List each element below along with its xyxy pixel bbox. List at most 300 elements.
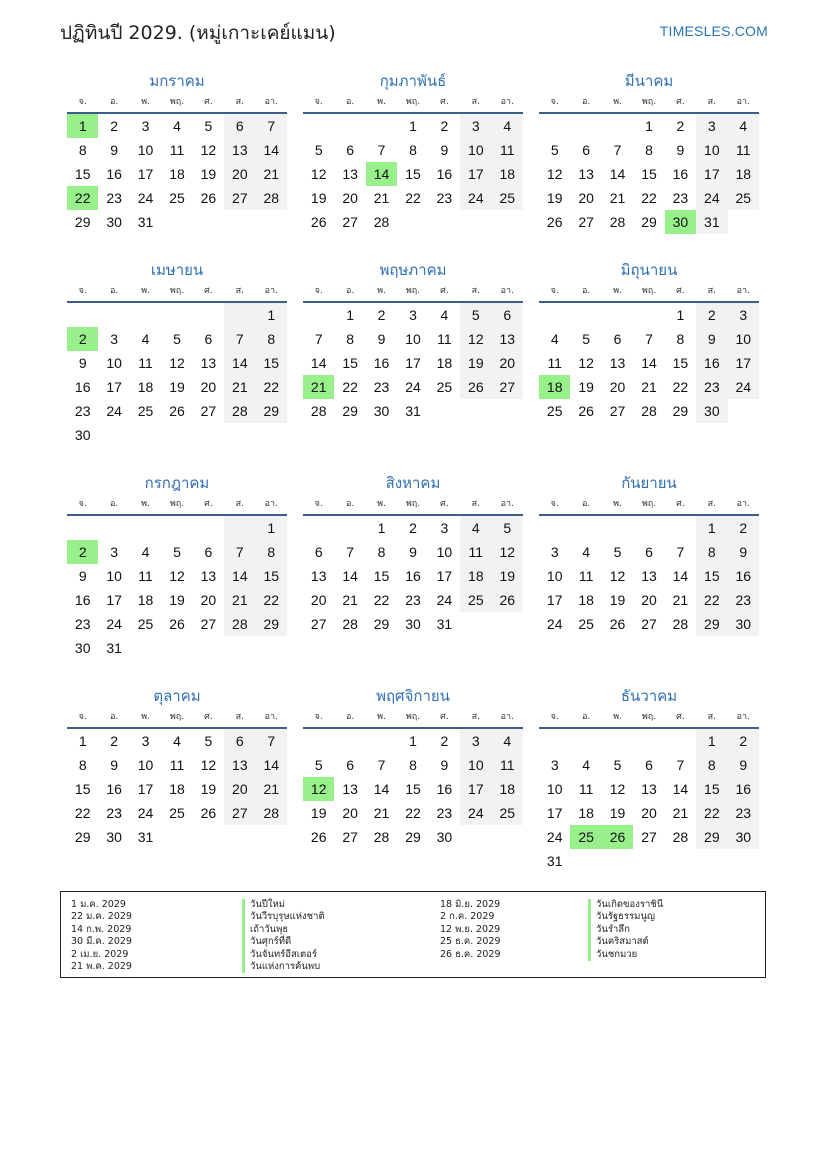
weekday-label: อ.	[581, 97, 591, 107]
holiday-day: 25	[570, 825, 601, 849]
week-row	[67, 375, 287, 399]
day-cell: 19	[169, 379, 185, 395]
weekday-label: ศ.	[204, 712, 213, 722]
empty-day	[492, 825, 523, 849]
day-cell: 28	[256, 186, 287, 210]
day-cell: 8	[256, 327, 287, 351]
day-cell: 29	[74, 214, 91, 230]
weekday-label: พ.	[141, 712, 150, 722]
empty-day	[570, 849, 601, 873]
day-cell: 30	[696, 399, 727, 423]
weekday-label: ส.	[471, 97, 480, 107]
day-cell: 30	[436, 829, 453, 845]
day-cell: 1	[696, 516, 727, 540]
legend-holiday-name: วันปีใหม่	[242, 899, 325, 911]
weekday-label: พ.	[613, 499, 622, 509]
empty-day	[161, 516, 192, 540]
weekday-label: อ.	[581, 499, 591, 509]
week-row	[539, 138, 759, 162]
day-cell: 11	[169, 142, 185, 158]
day-cell: 6	[224, 114, 255, 138]
empty-day	[728, 210, 759, 234]
day-cell: 23	[373, 379, 390, 395]
week-row	[67, 588, 287, 612]
week-row	[539, 753, 759, 777]
empty-day	[602, 516, 633, 540]
day-cell: 1	[346, 307, 355, 323]
day-cell: 13	[609, 355, 626, 371]
day-cell: 9	[409, 544, 417, 560]
day-cell: 6	[224, 729, 255, 753]
day-cell: 20	[310, 592, 327, 608]
day-cell: 10	[137, 757, 154, 773]
day-cell: 15	[672, 355, 689, 371]
empty-day	[492, 612, 523, 636]
month-name: มกราคม	[149, 72, 205, 90]
day-cell: 31	[405, 403, 421, 419]
day-cell: 20	[342, 190, 358, 206]
day-cell: 26	[169, 403, 185, 419]
month-block	[303, 685, 523, 849]
day-cell: 2	[440, 733, 449, 749]
weekday-label: อา.	[264, 97, 278, 107]
day-cell: 16	[405, 568, 421, 584]
day-cell: 13	[342, 166, 358, 182]
legend-dates-right	[440, 899, 501, 961]
month-name: สิงหาคม	[385, 474, 441, 492]
day-cell: 10	[436, 544, 453, 560]
empty-day	[130, 423, 161, 447]
weekday-label: พ.	[141, 97, 150, 107]
day-cell: 15	[696, 777, 727, 801]
day-cell: 8	[346, 331, 355, 347]
weekday-header	[539, 496, 759, 516]
day-cell: 21	[373, 190, 390, 206]
day-cell: 7	[377, 757, 386, 773]
day-cell: 27	[609, 403, 626, 419]
weekday-label: พฤ.	[405, 97, 421, 107]
week-row	[539, 210, 759, 234]
empty-day	[224, 303, 255, 327]
empty-day	[256, 825, 287, 849]
day-cell: 25	[137, 403, 154, 419]
weekday-label: อา.	[736, 97, 750, 107]
weekday-label: พฤ.	[405, 286, 421, 296]
empty-day	[224, 636, 255, 660]
week-row	[67, 636, 287, 660]
weekday-label: พ.	[141, 499, 150, 509]
empty-day	[303, 729, 334, 753]
week-row	[303, 303, 523, 327]
day-cell: 22	[256, 588, 287, 612]
holiday-day: 12	[303, 777, 334, 801]
day-cell: 27	[492, 375, 523, 399]
week-row	[539, 588, 759, 612]
day-cell: 30	[373, 403, 390, 419]
weekday-label: จ.	[550, 286, 559, 296]
legend-date: 26 ธ.ค. 2029	[440, 948, 501, 960]
day-cell: 6	[645, 757, 653, 773]
day-cell: 21	[672, 592, 689, 608]
empty-day	[665, 849, 696, 873]
day-cell: 16	[728, 777, 759, 801]
day-cell: 23	[436, 805, 453, 821]
day-cell: 29	[696, 612, 727, 636]
day-cell: 24	[546, 829, 563, 845]
day-cell: 14	[641, 355, 657, 371]
weekday-header	[303, 283, 523, 303]
day-cell: 16	[74, 379, 91, 395]
month-name: มีนาคม	[624, 72, 674, 90]
week-row	[539, 612, 759, 636]
weekday-label: พฤ.	[405, 499, 421, 509]
day-cell: 27	[224, 801, 255, 825]
day-cell: 21	[373, 805, 390, 821]
day-cell: 19	[609, 805, 626, 821]
weekday-label: จ.	[78, 286, 87, 296]
day-cell: 24	[546, 616, 563, 632]
day-cell: 11	[728, 138, 759, 162]
month-block	[303, 472, 523, 636]
weekday-label: อา.	[736, 286, 750, 296]
weekday-label: ศ.	[204, 286, 213, 296]
day-cell: 7	[314, 331, 323, 347]
weekday-label: อา.	[264, 499, 278, 509]
day-cell: 10	[405, 331, 421, 347]
day-cell: 8	[696, 540, 727, 564]
day-cell: 29	[342, 403, 358, 419]
legend-names-right	[588, 899, 663, 961]
day-cell: 4	[492, 729, 523, 753]
day-cell: 31	[436, 616, 453, 632]
weekday-label: จ.	[78, 97, 87, 107]
empty-day	[539, 303, 570, 327]
day-cell: 12	[609, 568, 626, 584]
day-cell: 30	[106, 829, 122, 845]
week-row	[67, 138, 287, 162]
day-cell: 29	[74, 829, 91, 845]
day-cell: 10	[137, 142, 154, 158]
day-cell: 8	[78, 142, 87, 158]
day-cell: 28	[672, 616, 689, 632]
day-cell: 18	[492, 777, 523, 801]
day-cell: 18	[492, 162, 523, 186]
day-cell: 14	[224, 564, 255, 588]
day-cell: 7	[613, 142, 622, 158]
legend-date: 1 ม.ค. 2029	[71, 899, 126, 910]
day-cell: 4	[728, 114, 759, 138]
day-cell: 7	[645, 331, 653, 347]
week-row	[539, 399, 759, 423]
week-row	[67, 423, 287, 447]
day-cell: 2	[110, 733, 119, 749]
day-cell: 4	[550, 331, 559, 347]
weekday-label: อ.	[109, 286, 119, 296]
day-cell: 22	[256, 375, 287, 399]
day-cell: 8	[696, 753, 727, 777]
empty-day	[429, 399, 460, 423]
day-cell: 23	[696, 375, 727, 399]
day-cell: 21	[641, 379, 657, 395]
week-row	[539, 351, 759, 375]
weekday-label: จ.	[314, 286, 323, 296]
weekday-label: จ.	[314, 712, 323, 722]
day-cell: 18	[728, 162, 759, 186]
day-cell: 28	[373, 214, 390, 230]
day-cell: 8	[409, 142, 417, 158]
weekday-label: พฤ.	[641, 499, 657, 509]
day-cell: 16	[728, 564, 759, 588]
day-cell: 28	[609, 214, 626, 230]
week-row	[303, 825, 523, 849]
day-cell: 2	[676, 118, 685, 134]
day-cell: 9	[728, 540, 759, 564]
weekday-label: ศ.	[676, 499, 685, 509]
weekday-header	[539, 709, 759, 729]
day-cell: 29	[405, 829, 421, 845]
empty-day	[130, 516, 161, 540]
day-cell: 21	[609, 190, 626, 206]
empty-day	[67, 516, 98, 540]
day-cell: 11	[547, 355, 562, 371]
empty-day	[98, 423, 129, 447]
week-row	[303, 351, 523, 375]
brand-logo[interactable]: TIMESLES.COM	[659, 23, 768, 39]
day-cell: 19	[169, 592, 185, 608]
week-row	[67, 825, 287, 849]
weekday-header	[67, 283, 287, 303]
day-cell: 7	[676, 544, 685, 560]
weekday-label: ส.	[471, 712, 480, 722]
day-cell: 27	[342, 214, 358, 230]
day-cell: 12	[310, 166, 327, 182]
weekday-label: อ.	[109, 712, 119, 722]
weekday-label: อ.	[581, 286, 591, 296]
legend-holiday-name: วันวีรบุรุษแห่งชาติ	[242, 911, 325, 923]
day-cell: 19	[609, 592, 626, 608]
day-cell: 23	[728, 588, 759, 612]
empty-day	[303, 516, 334, 540]
day-cell: 15	[256, 351, 287, 375]
day-cell: 9	[728, 753, 759, 777]
day-cell: 14	[310, 355, 327, 371]
legend-holiday-name: วันเกิดของราชินี	[588, 899, 663, 911]
day-cell: 25	[460, 588, 491, 612]
day-cell: 20	[609, 379, 626, 395]
day-cell: 3	[440, 520, 449, 536]
holiday-legend	[60, 891, 766, 978]
weekday-label: ศ.	[440, 499, 449, 509]
day-cell: 26	[609, 616, 626, 632]
day-cell: 11	[578, 781, 594, 797]
week-row	[303, 327, 523, 351]
weekday-label: ส.	[235, 712, 244, 722]
weekday-label: ส.	[235, 97, 244, 107]
day-cell: 24	[106, 403, 122, 419]
day-cell: 26	[310, 829, 327, 845]
empty-day	[397, 210, 428, 234]
empty-day	[570, 729, 601, 753]
empty-day	[130, 636, 161, 660]
day-cell: 9	[696, 327, 727, 351]
day-cell: 13	[342, 781, 358, 797]
day-cell: 26	[169, 616, 185, 632]
empty-day	[334, 729, 365, 753]
day-cell: 13	[200, 355, 217, 371]
day-cell: 1	[676, 307, 685, 323]
day-cell: 12	[169, 355, 185, 371]
day-cell: 21	[342, 592, 358, 608]
day-cell: 17	[436, 568, 453, 584]
day-cell: 20	[641, 805, 657, 821]
week-row	[303, 612, 523, 636]
day-cell: 23	[436, 190, 453, 206]
day-cell: 10	[546, 781, 563, 797]
day-cell: 6	[613, 331, 622, 347]
day-cell: 26	[310, 214, 327, 230]
day-cell: 7	[346, 544, 355, 560]
month-name: ตุลาคม	[153, 687, 201, 705]
day-cell: 17	[137, 781, 154, 797]
day-cell: 26	[492, 588, 523, 612]
holiday-day: 18	[539, 375, 570, 399]
empty-day	[492, 210, 523, 234]
empty-day	[570, 114, 601, 138]
day-cell: 27	[310, 616, 327, 632]
day-cell: 31	[137, 214, 154, 230]
day-cell: 25	[492, 801, 523, 825]
day-cell: 14	[342, 568, 358, 584]
day-cell: 2	[696, 303, 727, 327]
day-cell: 25	[137, 616, 154, 632]
weekday-label: ส.	[707, 97, 716, 107]
day-cell: 15	[696, 564, 727, 588]
day-cell: 20	[200, 592, 217, 608]
legend-date: 2 ก.ค. 2029	[440, 911, 495, 923]
day-cell: 9	[110, 757, 119, 773]
day-cell: 10	[106, 568, 122, 584]
empty-day	[633, 729, 664, 753]
weekday-label: พ.	[613, 286, 622, 296]
day-cell: 1	[256, 303, 287, 327]
weekday-label: ส.	[707, 286, 716, 296]
empty-day	[193, 303, 224, 327]
month-name: พฤศจิกายน	[376, 687, 450, 705]
day-cell: 2	[110, 118, 119, 134]
day-cell: 9	[78, 355, 87, 371]
week-row	[303, 399, 523, 423]
empty-day	[665, 729, 696, 753]
day-cell: 22	[672, 379, 689, 395]
weekday-label: ส.	[235, 286, 244, 296]
day-cell: 27	[641, 616, 657, 632]
week-row	[67, 612, 287, 636]
day-cell: 4	[173, 118, 181, 134]
empty-day	[224, 423, 255, 447]
week-row	[539, 114, 759, 138]
empty-day	[633, 849, 664, 873]
weekday-label: อ.	[581, 712, 591, 722]
day-cell: 21	[256, 162, 287, 186]
day-cell: 22	[641, 190, 657, 206]
legend-date: 12 พ.ย. 2029	[440, 923, 501, 935]
day-cell: 7	[224, 540, 255, 564]
week-row	[539, 162, 759, 186]
day-cell: 28	[373, 829, 390, 845]
weekday-label: จ.	[550, 97, 559, 107]
day-cell: 19	[460, 351, 491, 375]
day-cell: 3	[409, 307, 417, 323]
week-row	[303, 375, 523, 399]
day-cell: 6	[314, 544, 323, 560]
day-cell: 12	[492, 540, 523, 564]
day-cell: 25	[546, 403, 563, 419]
day-cell: 23	[74, 403, 91, 419]
weekday-label: พฤ.	[405, 712, 421, 722]
day-cell: 5	[204, 118, 213, 134]
day-cell: 28	[310, 403, 327, 419]
day-cell: 15	[641, 166, 657, 182]
weekday-label: จ.	[314, 97, 323, 107]
day-cell: 25	[169, 805, 185, 821]
weekday-label: ส.	[707, 499, 716, 509]
weekday-label: ศ.	[440, 286, 449, 296]
day-cell: 8	[645, 142, 653, 158]
week-row	[67, 516, 287, 540]
week-row	[67, 540, 287, 564]
weekday-header	[303, 496, 523, 516]
day-cell: 18	[169, 781, 185, 797]
week-row	[303, 540, 523, 564]
day-cell: 15	[256, 564, 287, 588]
holiday-day: 14	[366, 162, 397, 186]
day-cell: 4	[582, 757, 591, 773]
week-row	[67, 351, 287, 375]
day-cell: 5	[173, 544, 181, 560]
weekday-label: อ.	[345, 499, 355, 509]
empty-day	[256, 423, 287, 447]
day-cell: 9	[377, 331, 386, 347]
empty-day	[193, 636, 224, 660]
day-cell: 23	[106, 190, 122, 206]
empty-day	[696, 849, 727, 873]
day-cell: 9	[676, 142, 685, 158]
day-cell: 24	[696, 186, 727, 210]
day-cell: 29	[256, 612, 287, 636]
empty-day	[193, 210, 224, 234]
day-cell: 5	[314, 142, 323, 158]
month-block	[67, 70, 287, 234]
week-row	[303, 588, 523, 612]
day-cell: 8	[377, 544, 386, 560]
empty-day	[334, 114, 365, 138]
day-cell: 10	[460, 753, 491, 777]
empty-day	[539, 114, 570, 138]
day-cell: 15	[405, 166, 421, 182]
day-cell: 17	[728, 351, 759, 375]
day-cell: 12	[578, 355, 594, 371]
day-cell: 30	[74, 427, 91, 443]
empty-day	[224, 516, 255, 540]
page-title: ปฏิทินปี 2029. (หมู่เกาะเคย์แมน)	[60, 22, 336, 44]
day-cell: 8	[78, 757, 87, 773]
day-cell: 4	[141, 544, 150, 560]
day-cell: 26	[200, 805, 217, 821]
day-cell: 13	[492, 327, 523, 351]
empty-day	[633, 516, 664, 540]
week-row	[539, 777, 759, 801]
weekday-label: จ.	[314, 499, 323, 509]
